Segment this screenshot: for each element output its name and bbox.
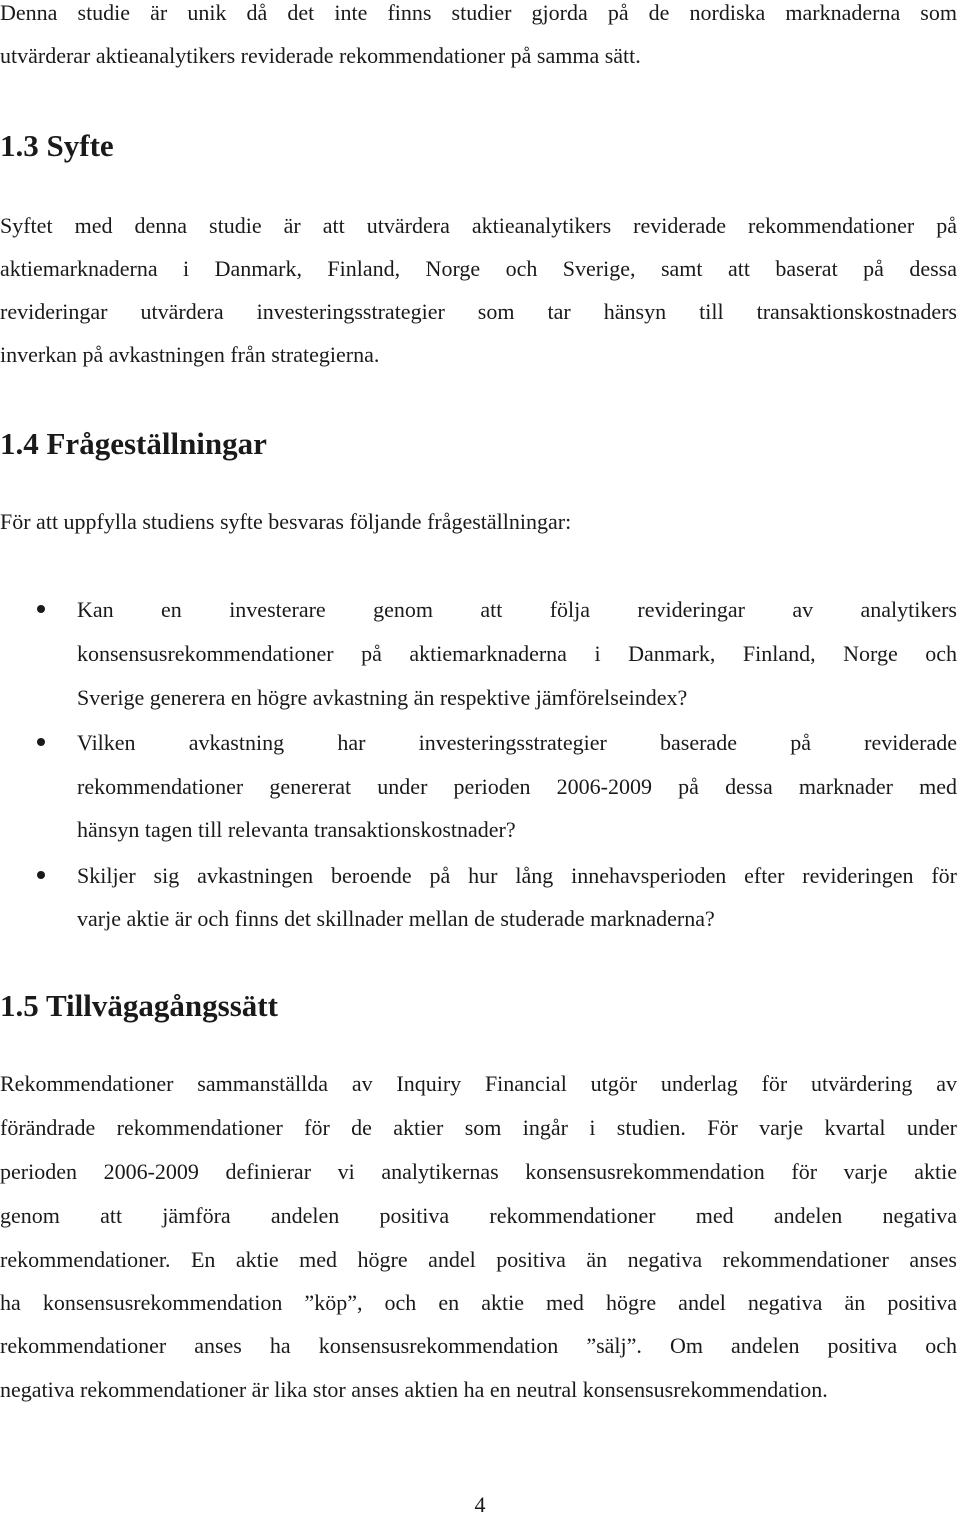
list-item-line: Kan en investerare genom att följa revideringar av analytikers bbox=[77, 597, 957, 622]
syfte-line: aktiemarknaderna i Danmark, Finland, Norge och Sverige, samt att baserat på dessa bbox=[0, 256, 957, 281]
bullet-icon bbox=[37, 605, 45, 613]
list-item-line: konsensusrekommendationer på aktiemarknaderna i Danmark, Finland, Norge och bbox=[77, 641, 957, 666]
bullet-icon bbox=[37, 871, 45, 879]
page-number: 4 bbox=[474, 1492, 486, 1517]
list-item-line: Skiljer sig avkastningen beroende på hur lång innehavsperioden efter revideringen för bbox=[77, 863, 957, 888]
tillvagagangssatt-line: genom att jämföra andelen positiva rekommendationer med andelen negativa bbox=[0, 1203, 957, 1228]
list-item-line: rekommendationer genererat under perioden 2006-2009 på dessa marknader med bbox=[77, 774, 957, 799]
intro-line: utvärderar aktieanalytikers reviderade rekommendationer på samma sätt. bbox=[0, 43, 641, 68]
list-item-line: Sverige generera en högre avkastning än respektive jämförelseindex? bbox=[77, 685, 688, 710]
section-heading-syfte: 1.3 Syfte bbox=[0, 128, 114, 163]
section-heading-tillvagagangssatt: 1.5 Tillvägagångssätt bbox=[0, 988, 278, 1023]
tillvagagangssatt-line: perioden 2006-2009 definierar vi analytikernas konsensusrekommendation för varje aktie bbox=[0, 1159, 957, 1184]
syfte-line: inverkan på avkastningen från strategierna. bbox=[0, 342, 380, 367]
tillvagagangssatt-line: förändrade rekommendationer för de aktier som ingår i studien. För varje kvartal under bbox=[0, 1115, 957, 1140]
syfte-line: Syftet med denna studie är att utvärdera aktieanalytikers reviderade rekommendationer på bbox=[0, 213, 957, 238]
tillvagagangssatt-line: rekommendationer. En aktie med högre andel positiva än negativa rekommendationer anses bbox=[0, 1247, 957, 1272]
list-item-line: Vilken avkastning har investeringsstrategier baserade på reviderade bbox=[77, 730, 957, 755]
syfte-line: revideringar utvärdera investeringsstrategier som tar hänsyn till transaktionskostnaders bbox=[0, 299, 957, 324]
tillvagagangssatt-line: rekommendationer anses ha konsensusrekommendation ”sälj”. Om andelen positiva och bbox=[0, 1333, 957, 1358]
fragestallningar-intro: För att uppfylla studiens syfte besvaras följande frågeställningar: bbox=[0, 509, 572, 534]
tillvagagangssatt-line: Rekommendationer sammanställda av Inquiry Financial utgör underlag för utvärdering av bbox=[0, 1071, 957, 1096]
tillvagagangssatt-line: ha konsensusrekommendation ”köp”, och en aktie med högre andel negativa än positiva bbox=[0, 1290, 957, 1315]
tillvagagangssatt-line: negativa rekommendationer är lika stor anses aktien ha en neutral konsensusrekommendation. bbox=[0, 1377, 828, 1402]
section-heading-fragestallningar: 1.4 Frågeställningar bbox=[0, 426, 267, 461]
list-item-line: hänsyn tagen till relevanta transaktionskostnader? bbox=[77, 817, 516, 842]
intro-line: Denna studie är unik då det inte finns studier gjorda på de nordiska marknaderna som bbox=[0, 0, 957, 25]
bullet-icon bbox=[37, 738, 45, 746]
list-item-line: varje aktie är och finns det skillnader mellan de studerade marknaderna? bbox=[77, 906, 715, 931]
